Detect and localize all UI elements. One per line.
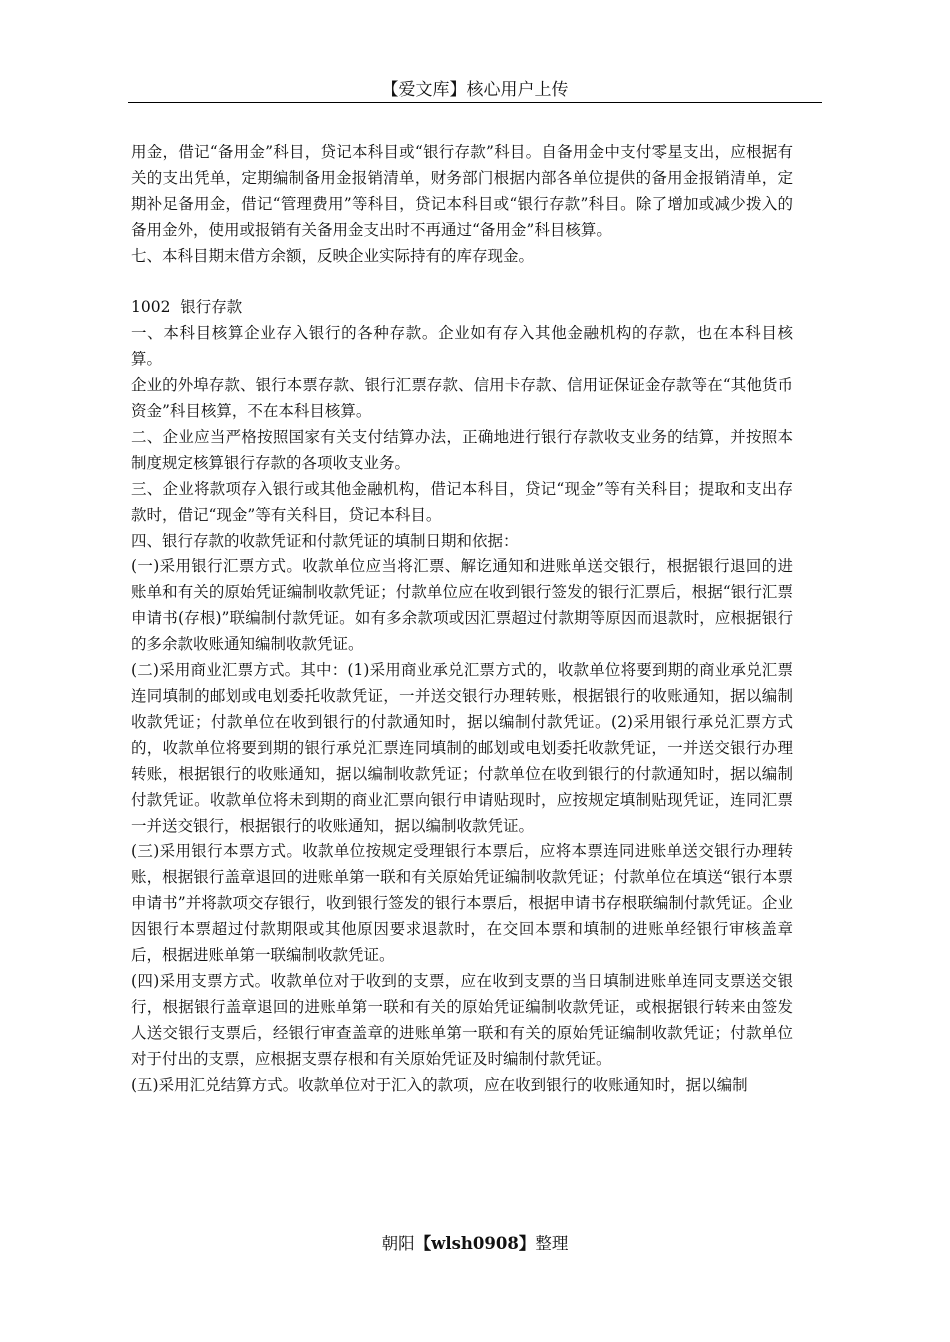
paragraph-7: 三、企业将款项存入银行或其他金融机构，借记本科目，贷记“现金”等有关科目；提取和支出存款时，借记“现金”等有关科目，贷记本科目。: [131, 479, 793, 524]
header-rule: [128, 102, 822, 103]
paragraph-9: (一)采用银行汇票方式。收款单位应当将汇票、解讫通知和进账单送交银行，根据银行退回的进账单和有关的原始凭证编制收款凭证；付款单位应在收到银行签发的银行汇票后，根据“银行汇票申请书(存根)”联编制付款凭证。如有多余款项或因汇票超过付款期等原因而退款时，应根据银行的多余款收账通知编制收款凭证。: [131, 557, 793, 654]
paragraph-11: (三)采用银行本票方式。收款单位按规定受理银行本票后，应将本票连同进账单送交银行办理转账，根据银行盖章退回的进账单第一联和有关原始凭证编制收款凭证；付款单位在填送“银行本票申请书”并将款项交存银行，收到银行签发的银行本票后，根据申请书存根联编制付款凭证。企业因银行本票超过付款期限或其他原因要求退款时，在交回本票和填制的进账单经银行审核盖章后，根据进账单第一联编制收款凭证。: [131, 842, 793, 965]
footer-id: 【wlsh0908】: [414, 1234, 536, 1253]
paragraph-13: (五)采用汇兑结算方式。收款单位对于汇入的款项，应在收到银行的收账通知时，据以编制: [131, 1075, 748, 1094]
paragraph-4: 一、本科目核算企业存入银行的各种存款。企业如有存入其他金融机构的存款，也在本科目核算。: [131, 324, 793, 369]
paragraph-1: 用金，借记“备用金”科目，贷记本科目或“银行存款”科目。自备用金中支付零星支出，应根据有关的支出凭单，定期编制备用金报销清单，财务部门根据内部各单位提供的备用金报销清单，定期补足备用金，借记“管理费用”等科目，贷记本科目或“银行存款”科目。除了增加或减少拨入的备用金外，使用或报销有关备用金支出时不再通过“备用金”科目核算。: [131, 143, 793, 239]
paragraph-8: 四、银行存款的收款凭证和付款凭证的填制日期和依据：: [131, 531, 519, 550]
paragraph-5: 企业的外埠存款、银行本票存款、银行汇票存款、信用卡存款、信用证保证金存款等在“其他货币资金”科目核算，不在本科目核算。: [131, 376, 793, 421]
document-body: [131, 140, 793, 1099]
paragraph-6: 二、企业应当严格按照国家有关支付结算办法，正确地进行银行存款收支业务的结算，并按照本制度规定核算银行存款的各项收支业务。: [131, 427, 793, 472]
paragraph-2: 七、本科目期末借方余额，反映企业实际持有的库存现金。: [131, 246, 535, 265]
section-heading: 1002 银行存款: [131, 298, 243, 317]
blank-line: [131, 270, 793, 296]
footer-prefix: 朝阳: [381, 1234, 415, 1253]
paragraph-10: (二)采用商业汇票方式。其中：(1)采用商业承兑汇票方式的，收款单位将要到期的商业承兑汇票连同填制的邮划或电划委托收款凭证，一并送交银行办理转账，根据银行的收账通知，据以编制收款凭证；付款单位在收到银行的付款通知时，据以编制付款凭证。(2)采用银行承兑汇票方式的，收款单位将要到期的银行承兑汇票连同填制的邮划或电划委托收款凭证，一并送交银行办理转账，根据银行的收账通知，据以编制收款凭证；付款单位在收到银行的付款通知时，据以编制付款凭证。收款单位将未到期的商业汇票向银行申请贴现时，应按规定填制贴现凭证，连同汇票一并送交银行，根据银行的收账通知，据以编制收款凭证。: [131, 661, 793, 835]
page-header: 【爱文库】核心用户上传: [381, 80, 569, 100]
paragraph-12: (四)采用支票方式。收款单位对于收到的支票，应在收到支票的当日填制进账单连同支票送交银行，根据银行盖章退回的进账单第一联和有关的原始凭证编制收款凭证，或根据银行转来由签发人送交银行支票后，经银行审查盖章的进账单第一联和有关的原始凭证编制收款凭证；付款单位对于付出的支票，应根据支票存根和有关原始凭证及时编制付款凭证。: [131, 971, 793, 1068]
footer-suffix: 整理: [535, 1234, 569, 1253]
page-footer: [0, 1232, 950, 1256]
